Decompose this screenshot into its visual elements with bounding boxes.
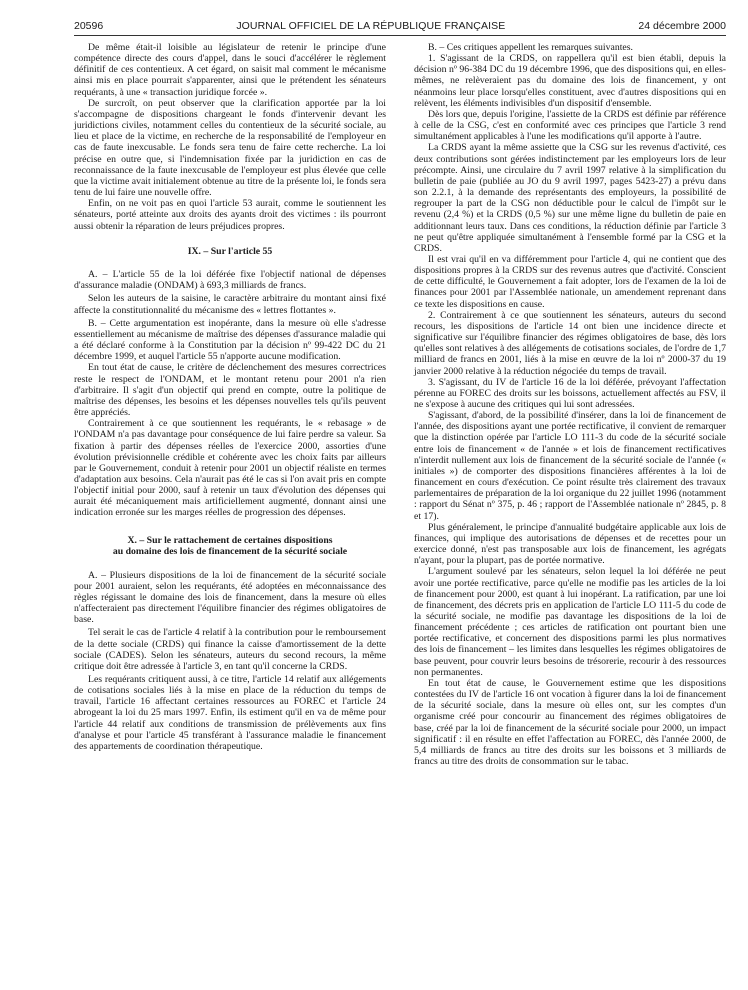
paragraph: La CRDS ayant la même assiette que la CSG sur les revenus d'activité, ces deux contributions sont gérées indistinctement par les employeurs lors de leur précompte. Ainsi, une circulaire du 7 avril 1997 relative à la simplification du bulletin de paie (publiée au JO du 9 avril 1997, pages 5423-27) a prévu dans son 2.2.1, à la demande des représentants des employeurs, la possibilité de regrouper la part de la CSG non déductible pour le calcul de l'impôt sur le revenu (2,4 %) et la CRDS (0,5 %) sur une même ligne du bulletin de paie en additionnant leurs taux. Dans ces conditions, la réduction définie par l'article 3 ne peut qu'être appliquée simultanément à l'ensemble formé par la CSG et la CRDS. — [414, 142, 726, 254]
paragraph: En tout état de cause, le critère de déclenchement des mesures correctrices reste le respect de l'ONDAM, et le montant retenu pour 2001 n'a rien d'arbitraire. Il s'agit d'un objectif qui prend en compte, outre la politique de maîtrise des dépenses, les besoins et les dépenses nouvelles tels qu'ils peuvent être appréciés. — [74, 362, 386, 419]
paragraph: De surcroît, on peut observer que la clarification apportée par la loi s'accompagne de dispositions chargeant le fonds d'intervenir devant les juridictions civiles, notamment celles du contentieux de la sécurité sociale, au lieu et place de la victime, en recherche de la responsabilité de l'employeur en cas de faute inexcusable. Le fonds sera tenu de faire cette recherche. La loi précise en outre que, si l'indemnisation fixée par la juridiction en cas de reconnaissance de la faute inexcusable de l'employeur est plus élevée que celle que la victime avait initialement obtenue au titre de la présente loi, le fonds sera tenu de lui faire une nouvelle offre. — [74, 97, 386, 199]
section-heading-ix: IX. – Sur l'article 55 — [187, 245, 273, 257]
paragraph: Selon les auteurs de la saisine, le caractère arbitraire du montant ainsi fixé affecte la constitutionnalité du mécanisme des « lettres flottantes ». — [74, 293, 386, 316]
paragraph: Il est vrai qu'il en va différemment pour l'article 4, qui ne contient que des dispositions propres à la CRDS sur des revenus autres que d'activité. Conscient de cette difficulté, le Gouvernement a fait adopter, lors de l'examen de la loi de finances pour 2001 par l'Assemblée nationale, un amendement reprenant dans ce texte les dispositions en cause. — [414, 253, 726, 310]
left-column — [74, 42, 386, 767]
journal-title: JOURNAL OFFICIEL DE LA RÉPUBLIQUE FRANÇAISE — [236, 20, 506, 32]
paragraph: De même était-il loisible au législateur de retenir le principe d'une compétence directe des cours d'appel, dans le souci d'accélérer le règlement définitif de ces contentieux. A cet égard, on saisit mal comment le mécanisme ainsi mis en place pourrait s'apparenter, ainsi que le prétendent les sénateurs requérants, à une « transaction juridique forcée ». — [74, 42, 386, 98]
paragraph: A. – L'article 55 de la loi déférée fixe l'objectif national de dépenses d'assurance maladie (ONDAM) à 693,3 milliards de francs. — [74, 269, 386, 292]
section-heading-x — [74, 535, 386, 558]
paragraph: 1. S'agissant de la CRDS, on rappellera qu'il est bien établi, depuis la décision nº 96-384 DC du 19 décembre 1996, que des dispositions qui, en elles-mêmes, ne relèveraient pas du domaine des lois de financement, y ont néanmoins leur place lorsqu'elles constituent, avec d'autres dispositions qui en relèvent, les éléments indivisibles d'un dispositif d'ensemble. — [414, 53, 726, 109]
paragraph: En tout état de cause, le Gouvernement estime que les dispositions contestées du IV de l'article 16 ont vocation à figurer dans la loi de financement de la sécurité sociale, dans la mesure où elles ont, sur les comptes d'un organisme créé pour concourir au financement des régimes obligatoires de base, créé par la loi de financement de la sécurité sociale pour 2000, un impact significatif : il en résulte en effet l'affectation au FOREC, dès l'année 2000, de 5,4 milliards de francs au titre des droits sur les boissons et 3 milliards de francs au titre des droits de consommation sur le tabac. — [414, 677, 726, 767]
right-column — [414, 42, 726, 767]
section-heading-x-line1: X. – Sur le rattachement de certaines dispositions — [127, 534, 333, 546]
page-header — [74, 19, 726, 33]
paragraph: S'agissant, d'abord, de la possibilité d'insérer, dans la loi de financement de l'année, des dispositions ayant une portée rectificative, il convient de remarquer que la distinction opérée par l'article LO 111-3 du code de la sécurité sociale entre lois de financement « de l'année » et lois de financement rectificatives n'interdit nullement aux lois de financement de la sécurité sociale de l'année (« initiales ») de comporter des dispositions financières afférentes à la loi de financement en cours d'exécution. Ce point résulte très clairement des travaux parlementaires de préparation de la loi organique du 22 juillet 1996 (notamment : rapport du Sénat nº 375, p. 46 ; rapport de l'Assemblée nationale nº 2845, p. 8 et 17). — [414, 410, 726, 522]
paragraph: Enfin, on ne voit pas en quoi l'article 53 aurait, comme le soutiennent les sénateurs, porté atteinte aux droits des ayants droit des victimes : ils pourront aussi obtenir la réparation de leurs préjudices propres. — [74, 198, 386, 232]
paragraph: L'argument soulevé par les sénateurs, selon lequel la loi déférée ne peut avoir une portée rectificative, parce qu'elle ne modifie pas les articles de la loi de financement pour 2000, est quant à lui inopérant. La ratification, par une loi de financement, des décrets pris en application de l'article LO 111-5 du code de la sécurité sociale, ne modifie pas davantage les dispositions de la loi de financement précédente ; ces articles de ratification ont pourtant bien une portée rectificative, et concernent des dispositions parmi les plus normatives des lois de financement – les limites dans lesquelles les régimes obligatoires de base peuvent, pour couvrir leurs besoins de trésorerie, recourir à des ressources non permanentes. — [414, 566, 726, 678]
text-columns — [74, 42, 726, 767]
paragraph: Plus généralement, le principe d'annualité budgétaire applicable aux lois de finances, qui implique des autorisations de dépenses et de recettes pour un exercice donné, n'est pas transposable aux lois de financement, les agrégats n'ayant, pour la plupart, pas de portée normative. — [414, 521, 726, 567]
paragraph: Tel serait le cas de l'article 4 relatif à la contribution pour le remboursement de la dette sociale (CRDS) qui finance la caisse d'amortissement de la dette sociale (CADES). Selon les sénateurs, auteurs du second recours, la même critique doit être adressée à l'article 3, en tant qu'il concerne la CRDS. — [74, 627, 386, 672]
paragraph: Contrairement à ce que soutiennent les requérants, le « rebasage » de l'ONDAM n'a pas davantage pour conséquence de lui faire perdre sa valeur. Sa fixation à partir des dépenses réelles de l'exercice 2000, assorties d'une évolution prévisionnelle crédible et cohérente avec les choix faits par ailleurs par le Gouvernement, conduit à retenir pour 2001 un objectif réaliste en termes d'adaptation aux besoins. Cela n'aurait pas été le cas si l'on avait pris en compte l'objectif initial pour 2000, sauf à retenir un taux d'évolution des dépenses qui aurait été mécaniquement mais artificiellement augmenté, donnant ainsi une indication erronée sur les marges réelles de progression des dépenses. — [74, 418, 386, 519]
paragraph: 3. S'agissant, du IV de l'article 16 de la loi déférée, prévoyant l'affectation pérenne au FOREC des droits sur les boissons, actuellement affectés au FSV, il ne s'expose à aucune des critiques qui lui sont adressées. — [414, 376, 726, 410]
paragraph: 2. Contrairement à ce que soutiennent les sénateurs, auteurs du second recours, les dispositions de l'article 14 ont bien une incidence directe et significative sur l'équilibre financier des régimes obligatoires de base, dès lors qu'elles sont relatives à des allégements de cotisations sociales, de l'ordre de 1,7 milliard de francs en 2001, liés à la mise en œuvre de la loi nº 2000-37 du 19 janvier 2000 relative à la réduction négociée du temps de travail. — [414, 309, 726, 377]
paragraph: B. – Cette argumentation est inopérante, dans la mesure où elle s'adresse essentiellement au mécanisme de maîtrise des dépenses d'assurance maladie qui a été déclaré conforme à la Constitution par la décision nº 99-422 DC du 21 décembre 1999, et auquel l'article 55 n'apporte aucune modification. — [74, 317, 386, 363]
issue-date: 24 décembre 2000 — [638, 20, 726, 32]
paragraph: Dès lors que, depuis l'origine, l'assiette de la CRDS est définie par référence à celle de la CSG, c'est en conformité avec ces principes que l'article 3 rend simultanément applicables à l'une les modifications qu'il apporte à l'autre. — [414, 108, 726, 143]
paragraph: Les requérants critiquent aussi, à ce titre, l'article 14 relatif aux allégements de cotisations sociales liés à la mise en place de la réduction du temps de travail, l'article 16 affectant certaines ressources au FOREC et l'article 24 abrogeant la loi du 25 mars 1997. Enfin, ils estiment qu'il en va de même pour l'article 44 relatif aux conditions de transmission de prélèvements aux fins d'analyse et pour l'article 45 transférant à l'assurance maladie le financement des appartements de coordination thérapeutique. — [74, 674, 386, 752]
paragraph: A. – Plusieurs dispositions de la loi de financement de la sécurité sociale pour 2001 auraient, selon les requérants, été adoptées en méconnaissance des règles régissant le domaine des lois de financement, dans la mesure où elles n'affecteraient pas directement l'équilibre financier des régimes obligatoires de base. — [74, 569, 386, 626]
section-heading-x-line2: au domaine des lois de financement de la sécurité sociale — [112, 546, 348, 558]
header-rule — [74, 35, 726, 36]
page-number: 20596 — [74, 20, 104, 32]
paragraph: B. – Ces critiques appellent les remarques suivantes. — [428, 42, 633, 53]
